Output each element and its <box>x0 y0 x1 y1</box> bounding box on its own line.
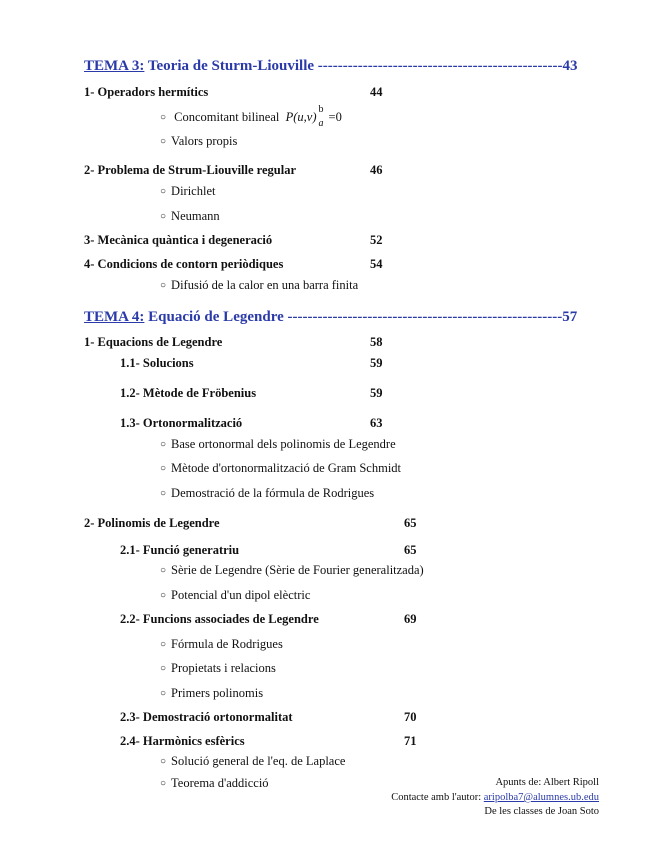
bullet-base-ortonormal: ○ Base ortonormal dels polinomis de Legendre <box>160 437 396 452</box>
concomitant-expr: P(u,v) <box>285 110 317 124</box>
tema3-dashes: ------------------------------------------------- <box>317 58 563 74</box>
bullet-neumann: ○ Neumann <box>160 209 220 224</box>
footer-contact-label: Contacte amb l'autor: <box>391 792 484 803</box>
bullet-serie-legendre: ○ Sèrie de Legendre (Sèrie de Fourier generalitzada) <box>160 563 424 578</box>
toc-page-frobenius: 59 <box>370 386 383 400</box>
toc-page-polinomis: 65 <box>404 516 417 530</box>
toc-page-funcions-associades: 69 <box>404 612 417 626</box>
toc-entry-demostracio: 2.3- Demostració ortonormalitat <box>120 710 293 724</box>
bullet-demostracio-rodrigues: ○ Demostració de la fórmula de Rodrigues <box>160 486 374 501</box>
footer-contact <box>391 792 599 803</box>
tema4-dashes: ------------------------------------------------------- <box>287 309 563 325</box>
tema4-page: 57 <box>562 309 578 325</box>
footer-email-link[interactable]: aripolba7@alumnes.ub.edu <box>483 792 599 803</box>
tema4-title: Equació de Legendre <box>144 309 288 325</box>
toc-page-operadors: 44 <box>370 85 383 99</box>
footer-classes: De les classes de Joan Soto <box>484 806 599 817</box>
toc-entry-polinomis: 2- Polinomis de Legendre <box>84 516 220 530</box>
concomitant-limits <box>317 104 329 130</box>
bullet-primers-polinomis: ○ Primers polinomis <box>160 686 263 701</box>
footer-author: Apunts de: Albert Ripoll <box>495 777 599 788</box>
bullet-potencial-dipol: ○ Potencial d'un dipol elèctric <box>160 588 310 603</box>
tema4-label[interactable]: TEMA 4: <box>84 309 145 325</box>
toc-page-strum-liouville: 46 <box>370 163 383 177</box>
bullet-valors-propis: ○ Valors propis <box>160 134 237 149</box>
toc-entry-funcions-associades: 2.2- Funcions associades de Legendre <box>120 612 319 626</box>
toc-page-mecanica: 52 <box>370 233 383 247</box>
tema3-heading <box>84 58 578 75</box>
tema3-title: Teoria de Sturm-Liouville <box>144 58 318 74</box>
bullet-propietats: ○ Propietats i relacions <box>160 661 276 676</box>
toc-page-harmonics: 71 <box>404 734 417 748</box>
toc-page-funcio-generatriu: 65 <box>404 543 417 557</box>
toc-entry-operadors: 1- Operadors hermítics <box>84 85 209 99</box>
concomitant-label: Concomitant bilineal <box>174 110 280 124</box>
toc-page-ortonormalitzacio: 63 <box>370 416 383 430</box>
tema4-heading <box>84 309 577 326</box>
toc-page-equacions: 58 <box>370 335 383 349</box>
toc-entry-condicions: 4- Condicions de contorn periòdiques <box>84 257 284 271</box>
concomitant-equals: =0 <box>328 110 342 124</box>
tema3-page: 43 <box>562 58 578 74</box>
toc-entry-harmonics: 2.4- Harmònics esfèrics <box>120 734 245 748</box>
bullet-difusio: ○ Difusió de la calor en una barra finita <box>160 278 358 293</box>
bullet-solucio-laplace: ○ Solució general de l'eq. de Laplace <box>160 754 345 769</box>
toc-entry-ortonormalitzacio: 1.3- Ortonormalització <box>120 416 243 430</box>
toc-entry-funcio-generatriu: 2.1- Funció generatriu <box>120 543 240 557</box>
bullet-teorema-addiccio: ○ Teorema d'addicció <box>160 776 269 791</box>
toc-entry-mecanica: 3- Mecànica quàntica i degeneració <box>84 233 273 247</box>
toc-entry-strum-liouville: 2- Problema de Strum-Liouville regular <box>84 163 297 177</box>
bullet-concomitant <box>160 104 342 130</box>
toc-page-demostracio: 70 <box>404 710 417 724</box>
toc-entry-frobenius: 1.2- Mètode de Fröbenius <box>120 386 257 400</box>
toc-entry-equacions: 1- Equacions de Legendre <box>84 335 223 349</box>
toc-entry-solucions: 1.1- Solucions <box>120 356 194 370</box>
toc-page-condicions: 54 <box>370 257 383 271</box>
bullet-gram-schmidt: ○ Mètode d'ortonormalització de Gram Schmidt <box>160 461 401 476</box>
toc-page-solucions: 59 <box>370 356 383 370</box>
bullet-dirichlet: ○ Dirichlet <box>160 184 215 199</box>
limit-top: b <box>318 104 324 116</box>
limit-bottom: a <box>318 118 324 130</box>
tema3-label[interactable]: TEMA 3: <box>84 58 145 74</box>
bullet-formula-rodrigues: ○ Fórmula de Rodrigues <box>160 637 283 652</box>
